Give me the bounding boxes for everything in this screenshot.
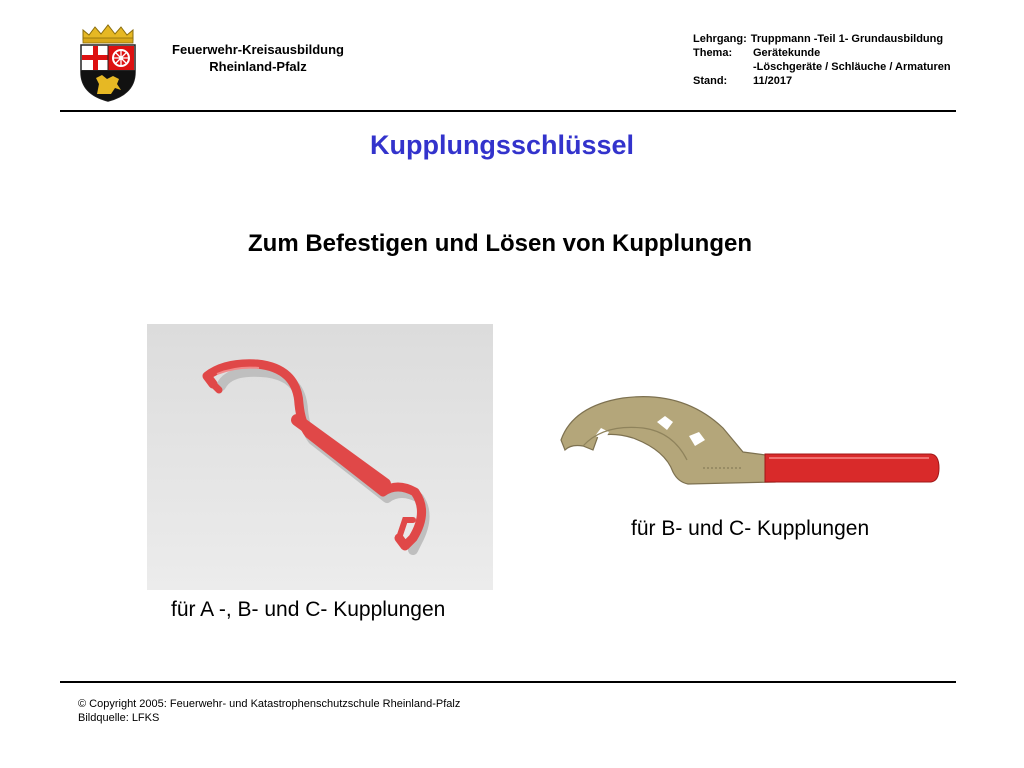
topic-label: Thema: bbox=[693, 47, 733, 59]
organization-name bbox=[140, 41, 376, 75]
caption-abc-couplings: für A -, B- und C- Kupplungen bbox=[171, 598, 446, 621]
date-label: Stand: bbox=[693, 75, 728, 87]
organization-line-2: Rheinland-Pfalz bbox=[209, 59, 307, 74]
coupling-wrench-bc-image bbox=[553, 388, 943, 488]
topic-value-1: Gerätekunde bbox=[753, 47, 821, 59]
course-value: Truppmann -Teil 1- Grundausbildung bbox=[750, 33, 944, 45]
copyright-text: © Copyright 2005: Feuerwehr- und Katastrophenschutzschule Rheinland-Pfalz bbox=[78, 698, 461, 710]
organization-line-1: Feuerwehr-Kreisausbildung bbox=[172, 42, 344, 57]
image-source-text: Bildquelle: LFKS bbox=[78, 712, 160, 724]
coupling-wrench-abc-image bbox=[147, 324, 493, 590]
header-divider bbox=[60, 110, 956, 112]
footer-divider bbox=[60, 681, 956, 683]
page-subtitle: Zum Befestigen und Lösen von Kupplungen bbox=[248, 230, 752, 257]
date-value: 11/2017 bbox=[753, 75, 793, 87]
course-label: Lehrgang: bbox=[693, 33, 747, 45]
footer bbox=[78, 697, 460, 725]
topic-value-2: -Löschgeräte / Schläuche / Armaturen bbox=[753, 61, 951, 73]
course-info bbox=[693, 32, 951, 88]
coat-of-arms-icon bbox=[77, 24, 139, 102]
page-title: Kupplungsschlüssel bbox=[369, 130, 635, 160]
caption-bc-couplings: für B- und C- Kupplungen bbox=[631, 517, 870, 540]
